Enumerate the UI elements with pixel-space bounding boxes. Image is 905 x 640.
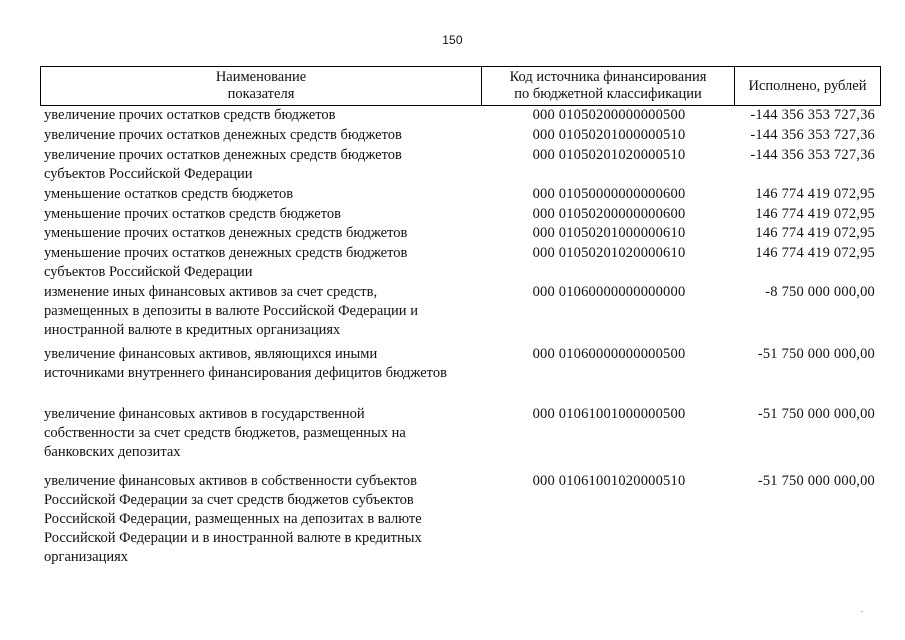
row-code: 000 01061001000000500 <box>532 406 686 422</box>
header-amount: Исполнено, рублей <box>748 77 867 94</box>
row-code: 000 01050200000000500 <box>532 107 686 123</box>
header-code-line1: Код источника финансирования <box>509 69 707 85</box>
row-name: увеличение прочих остатков средств бюджетов <box>44 107 336 123</box>
row-name: изменение иных финансовых активов за счет средств, размещенных в депозиты в валюте Российской Федерации и иностранной валюте в кредитных организациях <box>44 284 418 338</box>
row-code: 000 01050201000000610 <box>532 225 686 241</box>
row-amount: 146 774 419 072,95 <box>755 186 875 202</box>
row-code: 000 01050000000000600 <box>532 186 686 202</box>
row-amount: -144 356 353 727,36 <box>750 147 875 163</box>
row-code: 000 01060000000000500 <box>532 346 686 362</box>
row-name: увеличение прочих остатков денежных средств бюджетов субъектов Российской Федерации <box>44 147 402 182</box>
header-code-line2: по бюджетной классификации <box>514 86 702 102</box>
row-code: 000 01050201020000610 <box>532 245 686 261</box>
row-name: увеличение финансовых активов в собственности субъектов Российской Федерации за счет средств бюджетов субъектов Российской Федерации, размещенных на депозитах в валюте Российской Федерации и в иностранной валюте в кредитных организациях <box>44 473 422 565</box>
row-code: 000 01061001020000510 <box>532 473 686 489</box>
row-name: увеличение финансовых активов в государственной собственности за счет средств бюджетов, размещенных на банковских депозитах <box>44 406 406 460</box>
row-amount: 146 774 419 072,95 <box>755 245 875 261</box>
header-name-line1: Наименование <box>215 69 307 85</box>
header-name-line2: показателя <box>227 86 295 102</box>
row-code: 000 01050201000000510 <box>532 127 686 143</box>
row-amount: -51 750 000 000,00 <box>757 473 875 489</box>
row-amount: -8 750 000 000,00 <box>765 284 875 300</box>
row-name: увеличение прочих остатков денежных средств бюджетов <box>44 127 402 143</box>
row-name: уменьшение прочих остатков средств бюджетов <box>44 206 341 222</box>
row-name: уменьшение остатков средств бюджетов <box>44 186 294 202</box>
row-code: 000 01050201020000510 <box>532 147 686 163</box>
row-name: уменьшение прочих остатков денежных средств бюджетов субъектов Российской Федерации <box>44 245 408 280</box>
scan-speck <box>861 611 863 612</box>
row-name: увеличение финансовых активов, являющихся иными источниками внутреннего финансирования дефицитов бюджетов <box>44 346 447 381</box>
row-amount: -51 750 000 000,00 <box>757 406 875 422</box>
row-name: уменьшение прочих остатков денежных средств бюджетов <box>44 225 408 241</box>
row-code: 000 01050200000000600 <box>532 206 686 222</box>
row-amount: -51 750 000 000,00 <box>757 346 875 362</box>
row-code: 000 01060000000000000 <box>532 284 686 300</box>
row-amount: 146 774 419 072,95 <box>755 206 875 222</box>
row-amount: 146 774 419 072,95 <box>755 225 875 241</box>
row-amount: -144 356 353 727,36 <box>750 107 875 123</box>
row-amount: -144 356 353 727,36 <box>750 127 875 143</box>
page-number: 150 <box>442 33 463 47</box>
